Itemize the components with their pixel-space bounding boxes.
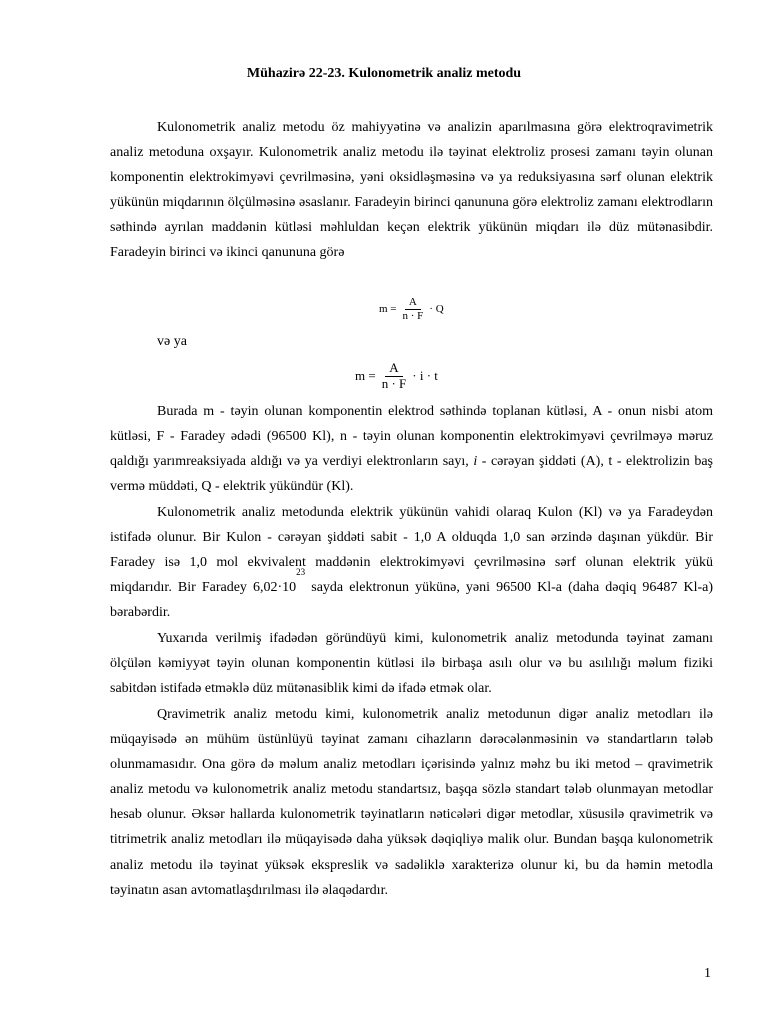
formula-faraday-current	[355, 361, 438, 392]
paragraph-intro: Kulonometrik analiz metodu öz mahiyyətinə və analizin aparılmasına görə elektroqravimetrik analiz metoduna oxşayır. Kulonometrik analiz metodu ilə təyinat elektroliz prosesi zamanı təyin olunan komponentin elektrokimyəvi çevrilməsinə, yəni oksidləşməsinə və ya reduksiyasına sərf olunan elektrik yükünün miqdarının ölçülməsinə əsaslanır. Faradeyin birinci qanununa görə elektroliz zamanı elektrodların səthində ayrılan maddənin kütləsi məhluldan keçən elektrik yükünün miqdarı ilə düz mütənasibdir. Faradeyin birinci və ikinci qanununa görə	[110, 120, 713, 261]
current-symbol: i	[473, 454, 478, 470]
units-text: Kulonometrik analiz metodunda elektrik yükünün vahidi olaraq Kulon (Kl) və ya Faradeydən istifadə olunur. Bir Kulon - cərəyan şiddəti sabit - 1,0 A olduqda 1,0 san ərzində daşınan yükdür. Bir Faradey isə 1,0 mol ekvivalent maddənin elektrokimyəvi çevrilməsinə sərf olunan elektrik yükü miqdarıdır. Bir Faradey 6,02·10	[110, 505, 713, 596]
definitions-text: Burada m - təyin olunan komponentin elektrod səthində toplanan kütləsi, A - onun nisbi atom kütləsi, F - Faradey ədədi (96500 Kl), n - təyin olunan komponentin elektrokimyəvi çevrilməyə məruz qaldığı yarımreaksiyada aldığı və ya verdiyi elektronların sayı,	[110, 404, 713, 470]
exponent: 23	[296, 567, 306, 578]
page-number: 1	[704, 966, 711, 981]
formula-numerator: A	[385, 361, 402, 377]
formula-faraday-charge	[379, 296, 444, 322]
formula-fraction	[399, 296, 428, 322]
formula-lhs: m =	[379, 303, 397, 316]
page-title: Mühazirə 22-23. Kulonometrik analiz metodu	[246, 66, 522, 81]
formula-fraction	[378, 361, 411, 392]
formula-rhs: · i · t	[412, 368, 438, 384]
formula-rhs: · Q	[429, 303, 444, 316]
formula-denominator: n · F	[381, 375, 407, 391]
paragraph-proportionality: Yuxarıda verilmiş ifadədən göründüyü kimi, kulonometrik analiz metodunda təyinat zamanı ölçülən kəmiyyət təyin olunan komponentin kütləsi ilə birbaşa asılı olur və bu asılılığı məlum fiziki sabitdən istifadə etməklə düz mütənasiblik kimi də ifadə etmək olar.	[110, 631, 713, 697]
paragraph-advantages: Qravimetrik analiz metodu kimi, kulonometrik analiz metodunun digər analiz metodları ilə müqayisədə ən mühüm üstünlüyü təyinat zamanı cihazların dərəcələnməsinin və standartların tələb olunmamasıdır. Ona görə də məlum analiz metodları içərisində yalnız məhz bu iki metod – qravimetrik analiz metodu və kulonometrik analiz metodu standartsız, başqa sözlə standart tələb olunmayan metodlar hesab olunur. Əksər hallarda kulonometrik təyinatların nəticələri digər metodlar, xüsusilə qravimetrik və titrimetrik analiz metodları ilə müqayisədə daha yüksək dəqiqliyə malik olur. Bundan başqa kulonometrik analiz metodu ilə təyinat yüksək ekspreslik və sadəliklə xarakterizə olunur ki, bu da həmin metodla təyinatın asan avtomatlaşdırılması ilə əlaqədardır.	[110, 707, 713, 898]
formula-lhs: m =	[355, 368, 376, 384]
paragraph-definitions	[110, 399, 713, 499]
connector-text: və ya	[157, 334, 187, 349]
units-text-cont: sayda elektronun yükünə, yəni 96500 Kl-a (daha dəqiq 96487 Kl-a) bərabərdir.	[110, 580, 714, 621]
formula-numerator: A	[405, 296, 421, 310]
definitions-text-cont: - cərəyan şiddəti (A), t - elektrolizin baş vermə müddəti, Q - elektrik yükündür (Kl).	[110, 454, 713, 495]
formula-denominator: n · F	[402, 309, 424, 322]
paragraph-units	[110, 500, 713, 625]
